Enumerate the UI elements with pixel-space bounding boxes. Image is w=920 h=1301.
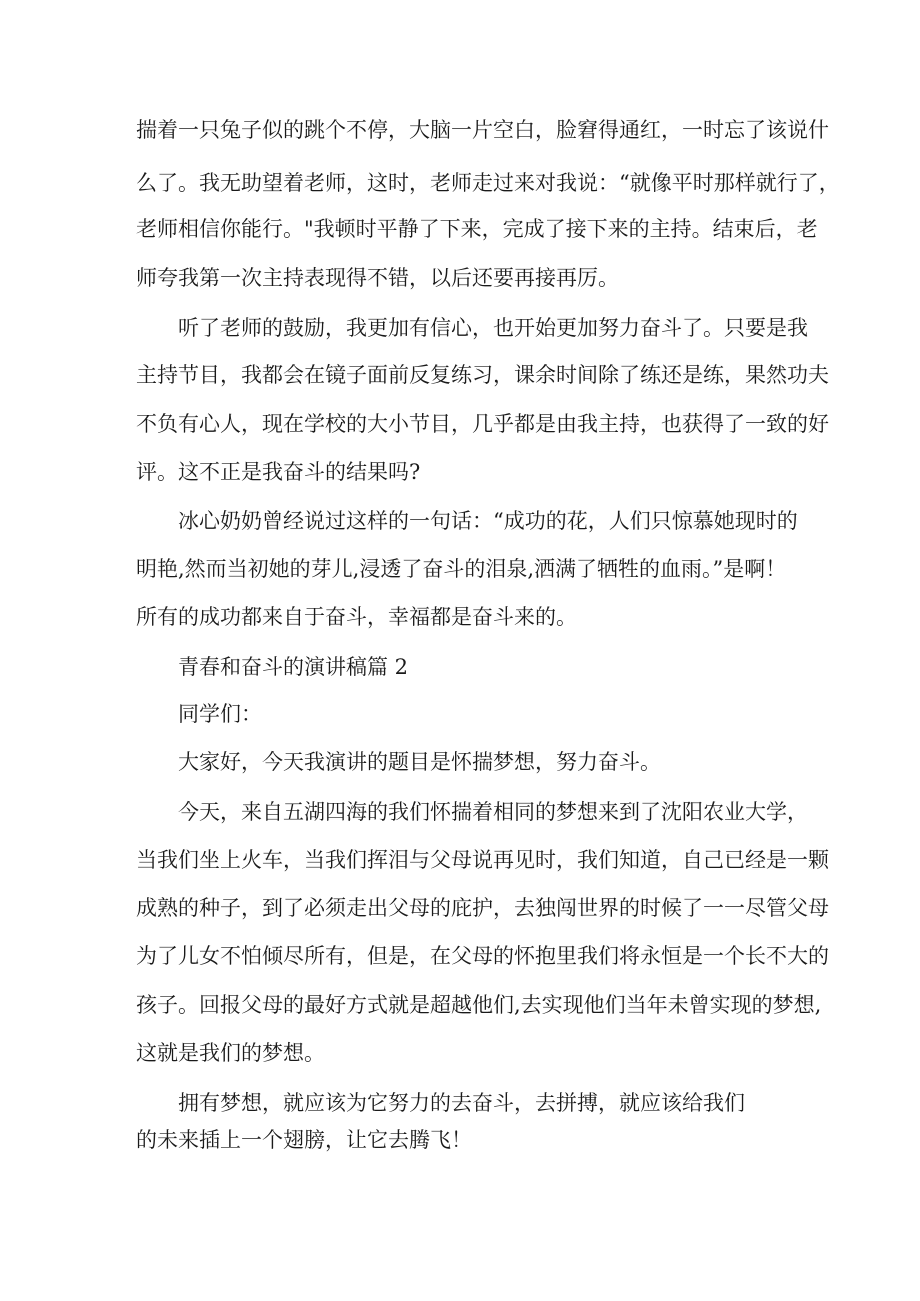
- greeting: 同学们：: [178, 702, 262, 726]
- paragraph-line: 所有的成功都来自于奋斗，幸福都是奋斗来的。: [136, 605, 577, 629]
- paragraph-line: 么了。我无助望着老师，这时，老师走过来对我说：“就像平时那样就行了，: [136, 171, 840, 195]
- paragraph-line: 明艳,然而当初她的芽儿,浸透了奋斗的泪泉,洒满了牺牲的血雨。”是啊！: [136, 557, 787, 581]
- paragraph-line: 的未来插上一个翅膀，让它去腾飞！: [136, 1128, 472, 1152]
- paragraph-line: 老师相信你能行。"我顿时平静了下来，完成了接下来的主持。结束后，老: [136, 217, 818, 241]
- paragraph-line: 不负有心人，现在学校的大小节目，几乎都是由我主持，也获得了一致的好: [136, 412, 829, 436]
- paragraph-line: 这就是我们的梦想。: [136, 1041, 325, 1065]
- section-title: 青春和奋斗的演讲稿篇 2: [178, 655, 409, 679]
- paragraph-line: 拥有梦想，就应该为它努力的去奋斗，去拼搏，就应该给我们: [178, 1091, 745, 1115]
- paragraph-line: 揣着一只兔子似的跳个不停，大脑一片空白，脸窘得通红，一时忘了该说什: [136, 118, 829, 142]
- paragraph-line: 师夸我第一次主持表现得不错，以后还要再接再厉。: [136, 266, 619, 290]
- paragraph-line: 评。这不正是我奋斗的结果吗?: [136, 460, 421, 484]
- paragraph-line: 冰心奶奶曾经说过这样的一句话：“成功的花，人们只惊慕她现时的: [178, 509, 798, 533]
- paragraph-line: 今天，来自五湖四海的我们怀揣着相同的梦想来到了沈阳农业大学，: [178, 800, 808, 824]
- paragraph-line: 当我们坐上火车，当我们挥泪与父母说再见时，我们知道，自己已经是一颗: [136, 848, 829, 872]
- paragraph-line: 成熟的种子，到了必须走出父母的庇护，去独闯世界的时候了一一尽管父母: [136, 896, 829, 920]
- paragraph-line: 听了老师的鼓励，我更加有信心，也开始更加努力奋斗了。只要是我: [178, 316, 808, 340]
- paragraph-line: 为了儿女不怕倾尽所有，但是，在父母的怀抱里我们将永恒是一个长不大的: [136, 944, 829, 968]
- paragraph-line: 孩子。回报父母的最好方式就是超越他们,去实现他们当年未曾实现的梦想,: [136, 993, 822, 1017]
- opening-line: 大家好，今天我演讲的题目是怀揣梦想，努力奋斗。: [178, 750, 661, 774]
- paragraph-line: 主持节目，我都会在镜子面前反复练习，课余时间除了练还是练，果然功夫: [136, 363, 829, 387]
